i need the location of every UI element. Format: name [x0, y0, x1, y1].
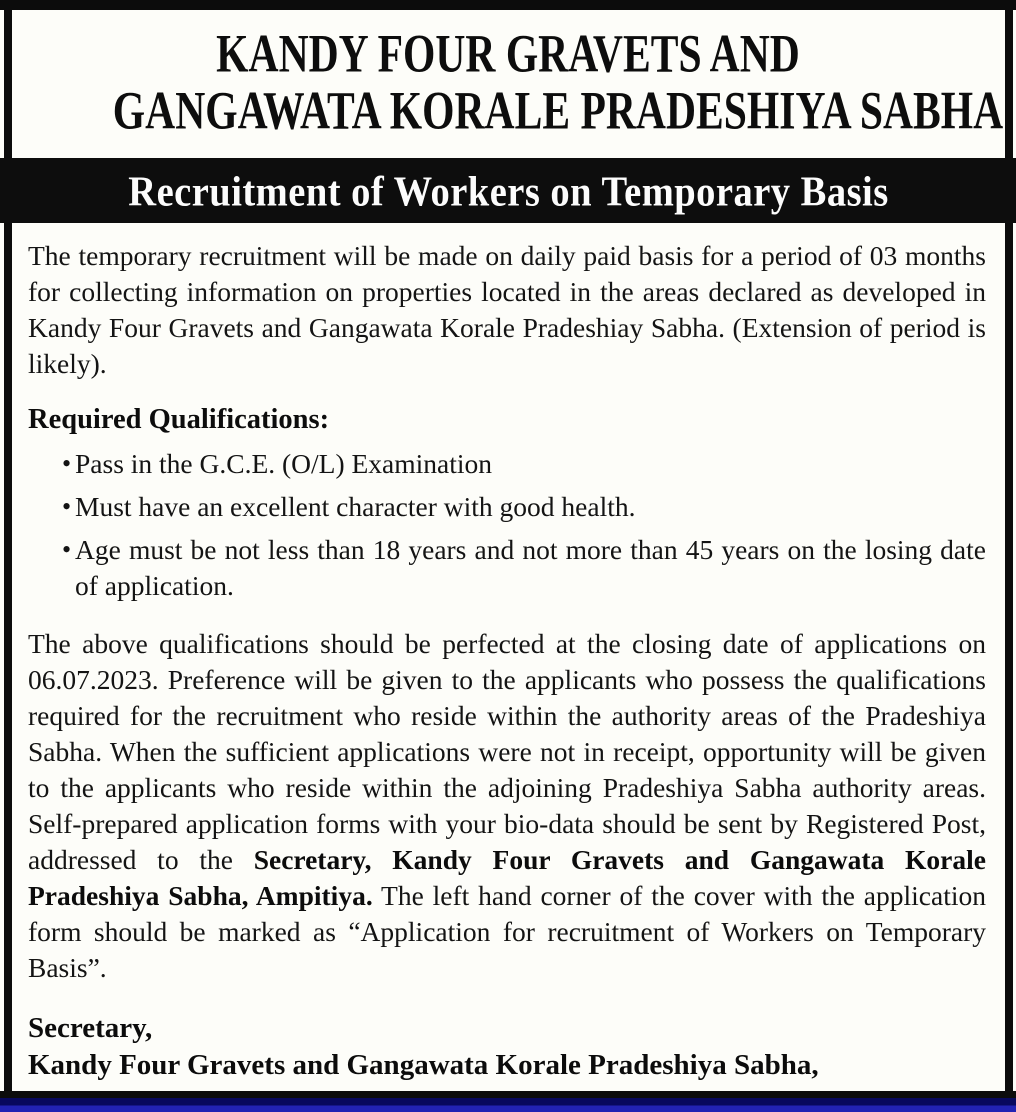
- qualifications-heading: Required Qualifications:: [28, 404, 330, 435]
- masthead: [14, 26, 1002, 140]
- details-paragraph: [28, 626, 986, 986]
- banner-title: Recruitment of Workers on Temporary Basis: [127, 167, 889, 214]
- qualification-text: Pass in the G.C.E. (O/L) Examination: [75, 448, 493, 479]
- details-text-1: The above qualifications should be perfected at the closing date of applications on 06.07.2023. Preference will be given to the applicants who possess the qualifications required for the recruitment who reside within the authority areas of the Pradeshiya Sabha. When the sufficient applications were not in receipt, opportunity will be given to the applicants who reside within the adjoining Pradeshiya Sabha authority areas. Self-prepared application forms with your bio-data should be sent by Registered Post, addressed to the: [28, 628, 986, 875]
- list-item: [28, 532, 986, 604]
- signature-line: Secretary,: [28, 1012, 153, 1044]
- list-item: [28, 489, 986, 525]
- banner: [0, 158, 1016, 223]
- notice-body: [28, 238, 986, 1112]
- qualifications-list: [28, 446, 986, 604]
- title-line-2: GANGAWATA KORALE PRADESHIYA SABHA: [112, 81, 1004, 142]
- bottom-navy-bar: [0, 1098, 1016, 1112]
- title-line-1: KANDY FOUR GRAVETS AND: [216, 24, 800, 85]
- intro-paragraph: The temporary recruitment will be made on daily paid basis for a period of 03 months for collecting information on properties located in the areas declared as developed in Kandy Four Gravets and Gangawata Korale Pradeshiay Sabha. (Extension of period is likely).: [28, 240, 986, 379]
- details-text-2: The left hand corner of the cover with the application form should be marked as “Application for recruitment of Workers on Temporary Basis”.: [28, 880, 986, 983]
- qualification-text: Age must be not less than 18 years and not more than 45 years on the losing date of application.: [75, 534, 986, 601]
- details-address-bold: Secretary, Kandy Four Gravets and Gangawata Korale Pradeshiya Sabha, Ampitiya.: [28, 844, 986, 911]
- list-item: [28, 446, 986, 482]
- bullet-icon: •: [62, 449, 72, 478]
- signature-line: Kandy Four Gravets and Gangawata Korale Pradeshiya Sabha,: [28, 1049, 819, 1081]
- top-border: [0, 0, 1016, 10]
- qualification-text: Must have an excellent character with good health.: [75, 491, 636, 522]
- bullet-icon: •: [62, 535, 72, 564]
- bottom-border: [0, 1091, 1016, 1098]
- bullet-icon: •: [62, 492, 72, 521]
